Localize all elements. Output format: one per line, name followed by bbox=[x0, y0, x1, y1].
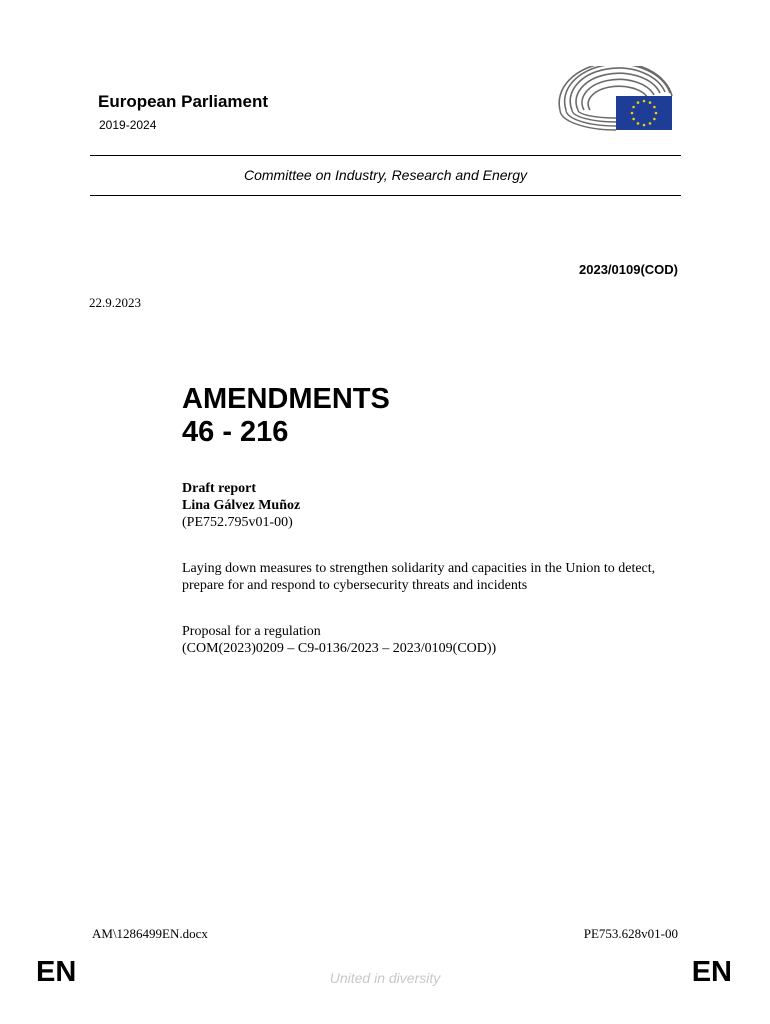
draft-report-reference: (PE752.795v01-00) bbox=[182, 515, 293, 530]
language-code-left: EN bbox=[36, 956, 77, 988]
header-divider-bottom bbox=[90, 195, 681, 196]
amendments-title bbox=[182, 383, 390, 449]
procedure-number: 2023/0109(COD) bbox=[579, 262, 678, 277]
footer-document-reference: AM\1286499EN.docx bbox=[92, 926, 208, 941]
report-subject: Laying down measures to strengthen solidarity and capacities in the Union to detect, prepare for and respond to cybersecurity threats and incidents bbox=[182, 561, 656, 593]
ep-hemicycle-eu-flag-icon bbox=[552, 66, 674, 132]
document-date: 22.9.2023 bbox=[89, 295, 141, 310]
motto: United in diversity bbox=[329, 970, 441, 986]
proposal-reference: (COM(2023)0209 – C9-0136/2023 – 2023/0109(COD)) bbox=[182, 641, 497, 656]
header-divider-top bbox=[90, 155, 681, 156]
language-code-right: EN bbox=[691, 956, 732, 988]
amendments-title-line1: AMENDMENTS bbox=[182, 383, 390, 415]
committee-name: Committee on Industry, Research and Energy bbox=[244, 167, 527, 183]
organization-name: European Parliament bbox=[98, 92, 269, 111]
parliamentary-term: 2019-2024 bbox=[99, 118, 157, 132]
footer-pe-number: PE753.628v01-00 bbox=[583, 926, 678, 941]
amendments-range: 46 - 216 bbox=[182, 416, 289, 448]
draft-report-label: Draft report bbox=[182, 481, 256, 496]
rapporteur-name: Lina Gálvez Muñoz bbox=[182, 498, 301, 513]
proposal-label: Proposal for a regulation bbox=[182, 624, 321, 639]
